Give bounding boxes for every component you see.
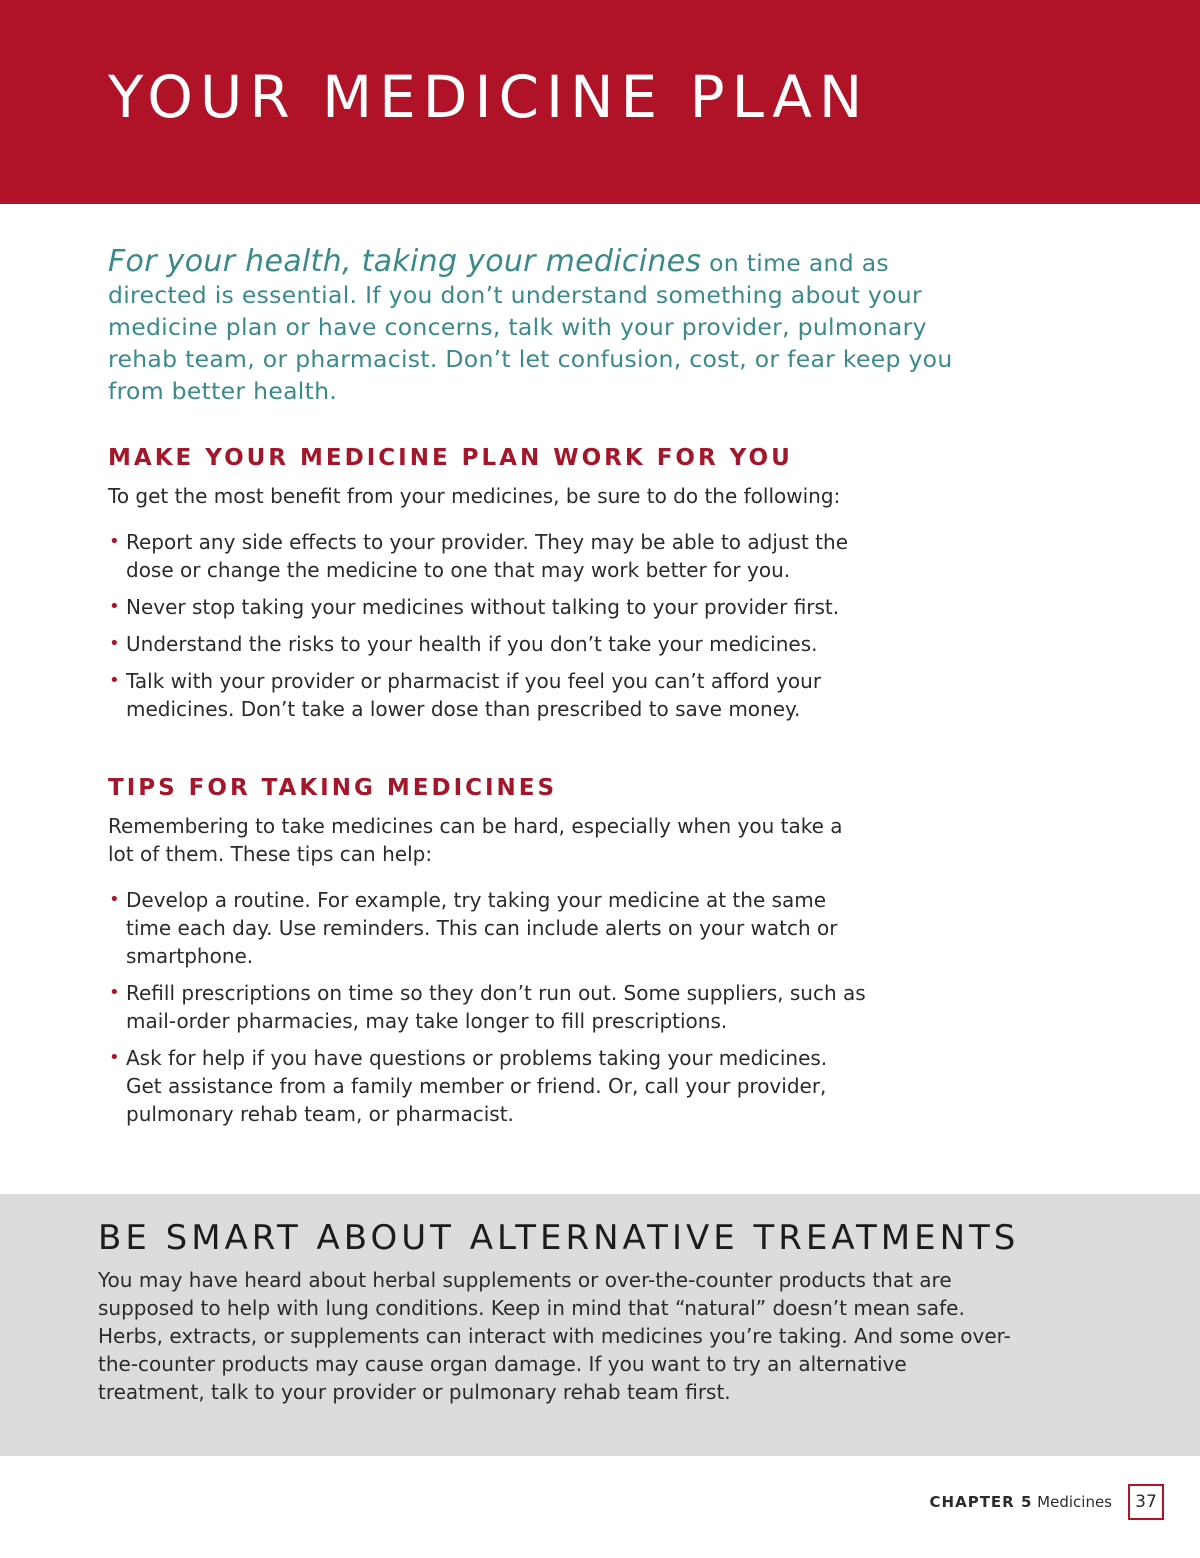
bullet-icon: •: [109, 1047, 120, 1068]
list-item-text: Never stop taking your medicines without talking to your provider first.: [126, 595, 840, 619]
intro-paragraph: [108, 246, 958, 407]
page-title: YOUR MEDICINE PLAN: [108, 63, 870, 131]
section-intro: Remembering to take medicines can be hard, especially when you take a lot of them. These tips can help:: [108, 814, 843, 866]
list-item: [108, 593, 868, 621]
list-item: [108, 1044, 868, 1128]
list-item-text: Report any side effects to your provider. They may be able to adjust the dose or change the medicine to one that may work better for you.: [126, 530, 849, 582]
bullet-icon: •: [109, 889, 120, 910]
callout-box: [0, 1194, 1200, 1456]
list-item-text: Understand the risks to your health if you don’t take your medicines.: [126, 632, 818, 656]
list-item: [108, 528, 868, 584]
bullet-list: [108, 528, 908, 723]
list-item-text: Ask for help if you have questions or problems taking your medicines. Get assistance from a family member or friend. Or, call your provider, pulmonary rehab team, or pharmacist.: [126, 1046, 828, 1126]
callout-heading: BE SMART ABOUT ALTERNATIVE TREATMENTS: [98, 1218, 1020, 1258]
chapter-label: CHAPTER 5: [929, 1493, 1033, 1511]
intro-rest: on time and as directed is essential. If you don’t understand something about your medicine plan or have concerns, talk with your provider, pulmonary rehab team, or pharmacist. Don’t let confusion, cost, or fear keep you from better health.: [108, 249, 953, 405]
intro-lead: For your health, taking your medicines: [108, 244, 702, 279]
callout-paragraph: You may have heard about herbal supplements or over-the-counter products that are supposed to help with lung conditions. Keep in mind that “natural” doesn’t mean safe. Herbs, extracts, or supplements can interact with medicines you’re taking. And some over-the-counter products may cause organ damage. If you want to try an alternative treatment, talk to your provider or pulmonary rehab team first.: [98, 1268, 1011, 1404]
list-item: [108, 886, 868, 970]
bullet-icon: •: [109, 670, 120, 691]
list-item-text: Talk with your provider or pharmacist if you feel you can’t afford your medicines. Don’t take a lower dose than prescribed to save money.: [126, 669, 822, 721]
list-item: [108, 630, 868, 658]
section-intro: To get the most benefit from your medicines, be sure to do the following:: [108, 484, 841, 508]
section-make-plan-work: [108, 444, 908, 732]
section-tips: [108, 774, 908, 1137]
section-heading: TIPS FOR TAKING MEDICINES: [108, 775, 558, 801]
section-heading: MAKE YOUR MEDICINE PLAN WORK FOR YOU: [108, 445, 793, 471]
list-item-text: Develop a routine. For example, try taking your medicine at the same time each day. Use reminders. This can include alerts on your watch or smartphone.: [126, 888, 838, 968]
list-item: [108, 667, 868, 723]
list-item-text: Refill prescriptions on time so they don’t run out. Some suppliers, such as mail-order pharmacies, may take longer to fill prescriptions.: [126, 981, 866, 1033]
page-footer: [930, 1492, 1112, 1512]
bullet-icon: •: [109, 982, 120, 1003]
title-banner: [0, 0, 1200, 204]
list-item: [108, 979, 868, 1035]
bullet-icon: •: [109, 531, 120, 552]
bullet-list: [108, 886, 908, 1128]
bullet-icon: •: [109, 596, 120, 617]
page-number: 37: [1128, 1484, 1164, 1520]
bullet-icon: •: [109, 633, 120, 654]
chapter-topic: Medicines: [1037, 1493, 1112, 1511]
